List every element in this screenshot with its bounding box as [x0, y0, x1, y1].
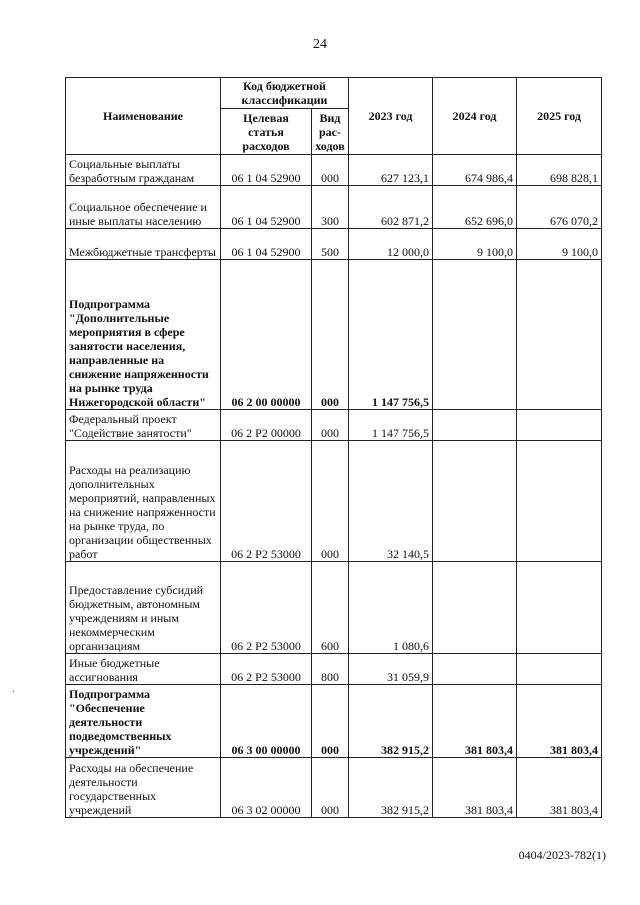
row-expense-type-cell: 000 [312, 155, 349, 186]
row-target-article-cell: 06 2 P2 53000 [221, 562, 312, 654]
row-year-2025-cell [517, 410, 602, 441]
header-year-2023: 2023 год [349, 78, 433, 155]
row-target-article-cell: 06 2 P2 53000 [221, 441, 312, 562]
row-name-cell: Федеральный проект "Содействие занятости" [66, 410, 221, 441]
row-target-article-cell: 06 2 P2 53000 [221, 654, 312, 685]
row-name-cell: Подпрограмма "Дополнительные мероприятия в сфере занятости населения, направленные на снижение напряженности на рынке труда Нижегородской области" [66, 260, 221, 410]
row-name-cell: Расходы на реализацию дополнительных мероприятий, направленных на снижение напряженности на рынке труда, по организации общественных работ [66, 441, 221, 562]
row-year-2024-cell: 381 803,4 [433, 758, 517, 818]
row-expense-type-cell: 000 [312, 410, 349, 441]
row-year-2025-cell [517, 260, 602, 410]
row-year-2025-cell: 381 803,4 [517, 685, 602, 758]
row-name-cell: Межбюджетные трансферты [66, 229, 221, 260]
row-year-2023-cell: 1 147 756,5 [349, 410, 433, 441]
row-name-cell: Расходы на обеспечение деятельности государственных учреждений [66, 758, 221, 818]
margin-mark: . [12, 684, 15, 695]
header-year-2024: 2024 год [433, 78, 517, 155]
row-target-article-cell: 06 1 04 52900 [221, 186, 312, 229]
row-year-2024-cell [433, 410, 517, 441]
table-row [66, 562, 602, 654]
header-budget-code: Код бюджетной классификации [221, 78, 349, 109]
row-year-2023-cell: 627 123,1 [349, 155, 433, 186]
row-year-2024-cell [433, 562, 517, 654]
table-row [66, 758, 602, 818]
header-expense-type: Вид рас-ходов [312, 109, 349, 155]
row-expense-type-cell: 500 [312, 229, 349, 260]
row-year-2024-cell [433, 260, 517, 410]
header-name: Наименование [66, 78, 221, 155]
row-expense-type-cell: 000 [312, 685, 349, 758]
row-year-2024-cell: 381 803,4 [433, 685, 517, 758]
row-year-2024-cell: 9 100,0 [433, 229, 517, 260]
row-year-2025-cell: 9 100,0 [517, 229, 602, 260]
row-name-cell: Социальные выплаты безработным гражданам [66, 155, 221, 186]
table-row [66, 229, 602, 260]
row-target-article-cell: 06 3 02 00000 [221, 758, 312, 818]
row-target-article-cell: 06 1 04 52900 [221, 229, 312, 260]
row-expense-type-cell: 600 [312, 562, 349, 654]
table-row [66, 685, 602, 758]
row-year-2024-cell: 674 986,4 [433, 155, 517, 186]
row-year-2025-cell: 676 070,2 [517, 186, 602, 229]
document-code: 0404/2023-782(1) [518, 848, 606, 862]
row-year-2025-cell [517, 654, 602, 685]
row-name-cell: Социальное обеспечение и иные выплаты населению [66, 186, 221, 229]
row-expense-type-cell: 800 [312, 654, 349, 685]
table-row [66, 410, 602, 441]
page-number: 24 [313, 37, 327, 52]
row-year-2025-cell [517, 562, 602, 654]
row-target-article-cell: 06 1 04 52900 [221, 155, 312, 186]
row-target-article-cell: 06 3 00 00000 [221, 685, 312, 758]
row-year-2024-cell [433, 441, 517, 562]
table-row [66, 654, 602, 685]
row-name-cell: Предоставление субсидий бюджетным, автономным учреждениям и иным некоммерческим организациям [66, 562, 221, 654]
row-year-2023-cell: 32 140,5 [349, 441, 433, 562]
header-year-2025: 2025 год [517, 78, 602, 155]
row-year-2023-cell: 12 000,0 [349, 229, 433, 260]
row-year-2023-cell: 382 915,2 [349, 758, 433, 818]
row-year-2023-cell: 1 080,6 [349, 562, 433, 654]
row-expense-type-cell: 000 [312, 441, 349, 562]
row-name-cell: Иные бюджетные ассигнования [66, 654, 221, 685]
header-target-article: Целевая статья расходов [221, 109, 312, 155]
table-body [66, 155, 602, 818]
table-row [66, 441, 602, 562]
row-year-2025-cell [517, 441, 602, 562]
row-target-article-cell: 06 2 00 00000 [221, 260, 312, 410]
table-row [66, 260, 602, 410]
row-year-2023-cell: 1 147 756,5 [349, 260, 433, 410]
row-year-2024-cell [433, 654, 517, 685]
row-name-cell: Подпрограмма "Обеспечение деятельности подведомственных учреждений" [66, 685, 221, 758]
row-year-2023-cell: 382 915,2 [349, 685, 433, 758]
row-year-2023-cell: 602 871,2 [349, 186, 433, 229]
row-expense-type-cell: 300 [312, 186, 349, 229]
row-year-2024-cell: 652 696,0 [433, 186, 517, 229]
row-expense-type-cell: 000 [312, 758, 349, 818]
budget-table [65, 77, 602, 818]
table-row [66, 186, 602, 229]
row-year-2025-cell: 698 828,1 [517, 155, 602, 186]
row-target-article-cell: 06 2 P2 00000 [221, 410, 312, 441]
table-row [66, 155, 602, 186]
row-year-2025-cell: 381 803,4 [517, 758, 602, 818]
row-year-2023-cell: 31 059,9 [349, 654, 433, 685]
row-expense-type-cell: 000 [312, 260, 349, 410]
